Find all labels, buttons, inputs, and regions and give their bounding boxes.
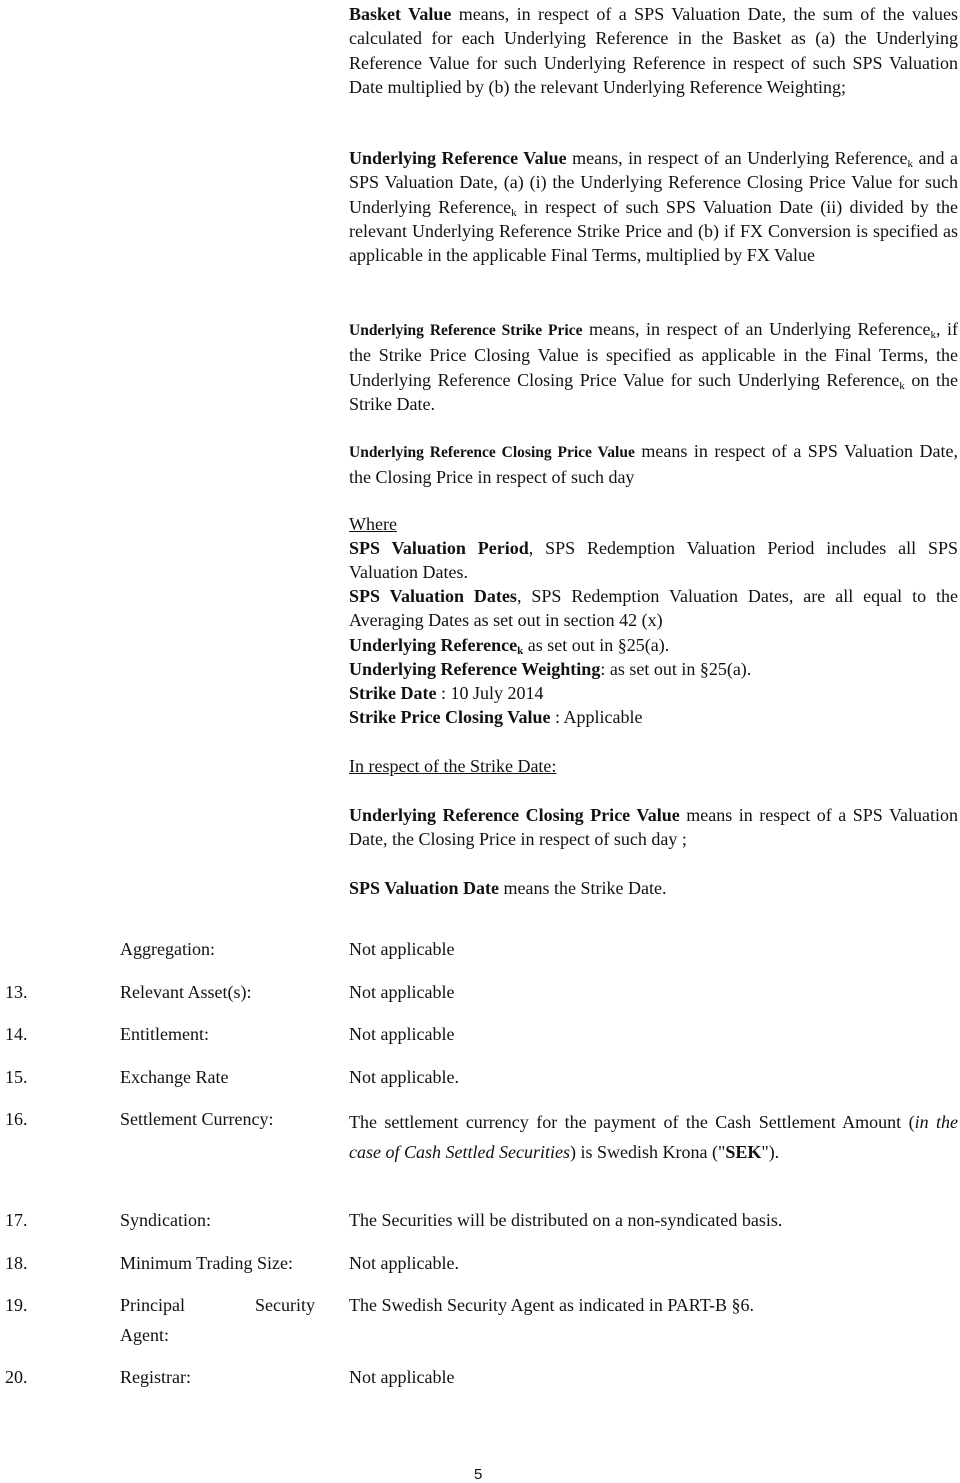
definition-text: : Applicable [550, 707, 643, 727]
item-number: 16. [5, 1109, 28, 1129]
def-underlying-reference-strike-price [349, 317, 958, 416]
definition-text: means, in respect of a SPS Valuation Date, the sum of the values calculated for each Underlying Reference in the Basket as (a) the Underlying Reference Value for such Underlying Reference in respect of such SPS Valuation Date multiplied by (b) the relevant Underlying Reference Weighting; [349, 4, 958, 97]
definition-text: means, in respect of an Underlying Reference [566, 148, 908, 168]
def-basket-value [349, 2, 958, 99]
definition-text: : as set out in §25(a). [600, 659, 752, 679]
item-label: Principal [120, 1295, 185, 1315]
strike-closing-price-value [349, 803, 958, 852]
def-underlying-reference-value [349, 146, 958, 267]
term: SPS Valuation Dates [349, 586, 517, 606]
value-text: The settlement currency for the payment of the Cash Settlement Amount ( [349, 1112, 915, 1132]
item-label: Syndication: [120, 1210, 211, 1230]
item-value: The Securities will be distributed on a non-syndicated basis. [349, 1210, 783, 1230]
item-value: Not applicable [349, 939, 455, 959]
term: Strike Price Closing Value [349, 707, 551, 727]
item-number: 20. [5, 1367, 28, 1387]
subscript: k [907, 158, 914, 170]
where-strike-price-closing-value [349, 705, 642, 729]
term: Underlying Reference Value [349, 148, 567, 168]
item-number: 18. [5, 1253, 28, 1273]
strike-sps-valuation-date [349, 876, 667, 900]
item-label: Security [255, 1295, 315, 1315]
item-label: Settlement Currency: [120, 1109, 274, 1129]
where-strike-date [349, 681, 544, 705]
term: Underlying Reference Closing Price Value [349, 444, 635, 461]
subscript: k [899, 379, 905, 392]
term: Underlying Reference Strike Price [349, 322, 583, 339]
definition-text: , SPS Redemption Valuation Dates, are all equal to the Averaging Dates as set out in section 42 (x) [349, 586, 958, 631]
item-value [349, 1107, 958, 1167]
term: Underlying Reference Weighting [349, 659, 601, 679]
definition-text: , if the Strike Price Closing Value is specified as applicable in the Final Terms, the Underlying Reference Closing Price Value for such Underlying Reference [349, 319, 958, 390]
definition-text: means the Strike Date. [499, 878, 667, 898]
term: SPS Valuation Period [349, 538, 529, 558]
term: Strike Date [349, 683, 437, 703]
value-bold: SEK [725, 1142, 762, 1162]
item-label: Agent: [120, 1325, 169, 1345]
item-number: 19. [5, 1295, 28, 1315]
definition-text: means, in respect of an Underlying Reference [582, 319, 931, 339]
term: Underlying Reference Closing Price Value [349, 805, 680, 825]
def-underlying-reference-closing-price-value [349, 439, 958, 490]
value-italic: in the case of Cash Settled Securities [349, 1112, 958, 1162]
item-number: 15. [5, 1067, 28, 1087]
term: Basket Value [349, 4, 452, 24]
definition-text: on the Strike Date. [349, 369, 958, 414]
where-heading: Where [349, 514, 397, 534]
item-value: Not applicable [349, 982, 455, 1002]
definition-text: means in respect of a SPS Valuation Date, the Closing Price in respect of such day [349, 441, 958, 488]
definition-text: means in respect of a SPS Valuation Date, the Closing Price in respect of such day ; [349, 805, 958, 850]
where-valuation-dates [349, 584, 958, 633]
item-label: Minimum Trading Size: [120, 1253, 294, 1273]
definition-text: and a SPS Valuation Date, (a) (i) the Underlying Reference Closing Price Value for such Underlying Reference [349, 148, 958, 217]
page-number: 5 [474, 1466, 483, 1483]
term: Underlying Reference [349, 635, 518, 655]
where-valuation-period [349, 536, 958, 585]
value-text: "). [761, 1142, 780, 1162]
item-value: Not applicable. [349, 1067, 459, 1087]
item-number: 17. [5, 1210, 28, 1230]
item-number: 14. [5, 1024, 28, 1044]
item-label: Relevant Asset(s): [120, 982, 252, 1002]
definition-text: : 10 July 2014 [436, 683, 544, 703]
subscript: k [511, 206, 517, 219]
definition-text: as set out in §25(a). [523, 635, 670, 655]
item-label: Entitlement: [120, 1024, 209, 1044]
item-label: Exchange Rate [120, 1067, 229, 1087]
item-value: Not applicable. [349, 1253, 459, 1273]
term: SPS Valuation Date [349, 878, 500, 898]
where-underlying-reference-weighting [349, 657, 751, 681]
item-number: 13. [5, 982, 28, 1002]
item-value: Not applicable [349, 1367, 455, 1387]
item-value: Not applicable [349, 1024, 455, 1044]
item-label: Aggregation: [120, 939, 215, 959]
definition-text: in respect of such SPS Valuation Date (ii) divided by the relevant Underlying Reference Strike Price and (b) if FX Conversion is specified as applicable in the applicable Final Terms, multiplied by FX Value [349, 196, 958, 266]
item-label: Registrar: [120, 1367, 191, 1387]
definition-text: , SPS Redemption Valuation Period includes all SPS Valuation Dates. [349, 538, 959, 583]
subscript: k [517, 645, 524, 657]
item-value: The Swedish Security Agent as indicated in PART-B §6. [349, 1295, 755, 1315]
strike-date-heading: In respect of the Strike Date: [349, 756, 557, 776]
value-text: ) is Swedish Krona (" [569, 1142, 726, 1162]
subscript: k [930, 329, 936, 341]
where-underlying-reference [349, 633, 669, 657]
